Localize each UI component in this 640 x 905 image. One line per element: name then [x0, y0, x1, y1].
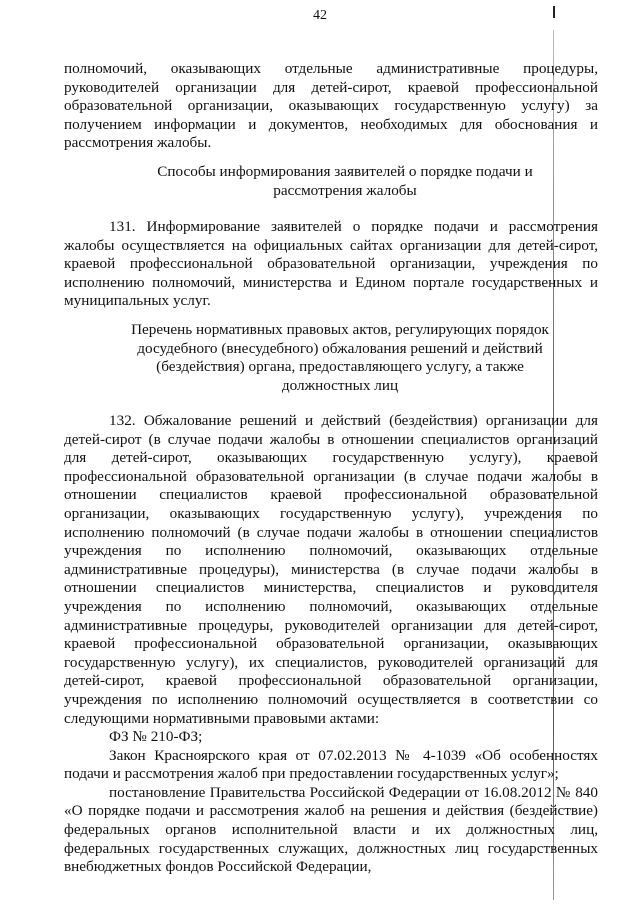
act-item-government-decree-840: постановление Правительства Российской Федерации от 16.08.2012 № 840 «О порядке подачи и рассмотрения жалоб на решения и действия (бездействие) федеральных органов исполнительной власти и их должностных лиц, федеральных государственных служащих, должностных лиц государственных внебюджетных фондов Российской Федерации, [64, 783, 598, 876]
intro-paragraph: полномочий, оказывающих отдельные административные процедуры, руководителей организации для детей-сирот, краевой профессиональной образовательной организации, оказывающих государственную услугу) за получением информации и документов, необходимых для обоснования и рассмотрения жалобы. [64, 60, 598, 152]
paragraph-132-block [64, 412, 598, 877]
act-item-fz-210: ФЗ № 210-ФЗ; [109, 728, 203, 746]
act-item-krasnoyarsk-law: Закон Красноярского края от 07.02.2013 № 4-1039 «Об особенностях подачи и рассмотрения жалоб при предоставлении государственных услуг»; [64, 746, 598, 783]
intro-paragraph-block [64, 60, 598, 153]
section-heading-complaint-info: Способы информирования заявителей о порядке подачи и рассмотрения жалобы [157, 163, 533, 199]
page-number: 42 [313, 8, 327, 23]
paragraph-132: 132. Обжалование решений и действий (бездействия) организации для детей-сирот (в случае подачи жалобы в отношении специалистов организаций для детей-сирот, оказывающих государственную услугу), краевой профессиональной образовательной организации (в случае подачи жалобы в отношении специалистов краевой профессиональной образовательной организации, оказывающих государственную услугу), учреждения по исполнению полномочий (в случае подачи жалобы в отношении специалистов учреждения по исполнению полномочий, оказывающих отдельные административные процедуры), министерства (в случае подачи жалобы в отношении специалистов министерства, специалистов и руководителя учреждения по исполнению полномочий, оказывающих отдельные административные процедуры, руководителей организации для детей-сирот, краевой профессиональной образовательной организации, оказывающих государственную услугу), их специалистов, руководителей организаций для детей-сирот, краевой профессиональной образовательной организации, учреждения по исполнению полномочий осуществляется в соответствии со следующими нормативными правовыми актами: [64, 412, 598, 727]
paragraph-131-block [64, 218, 598, 311]
paragraph-131: 131. Информирование заявителей о порядке подачи и рассмотрения жалобы осуществляется на официальных сайтах организации для детей-сирот, краевой профессиональной образовательной организации, учреждения по исполнению полномочий, министерства и Едином портале государственных и муниципальных услуг. [64, 218, 598, 310]
section-heading-regulatory-acts: Перечень нормативных правовых актов, регулирующих порядок досудебного (внесудебного) обжалования решений и действий (бездействия) органа, предоставляющего услугу, а также должностных лиц [131, 321, 549, 394]
